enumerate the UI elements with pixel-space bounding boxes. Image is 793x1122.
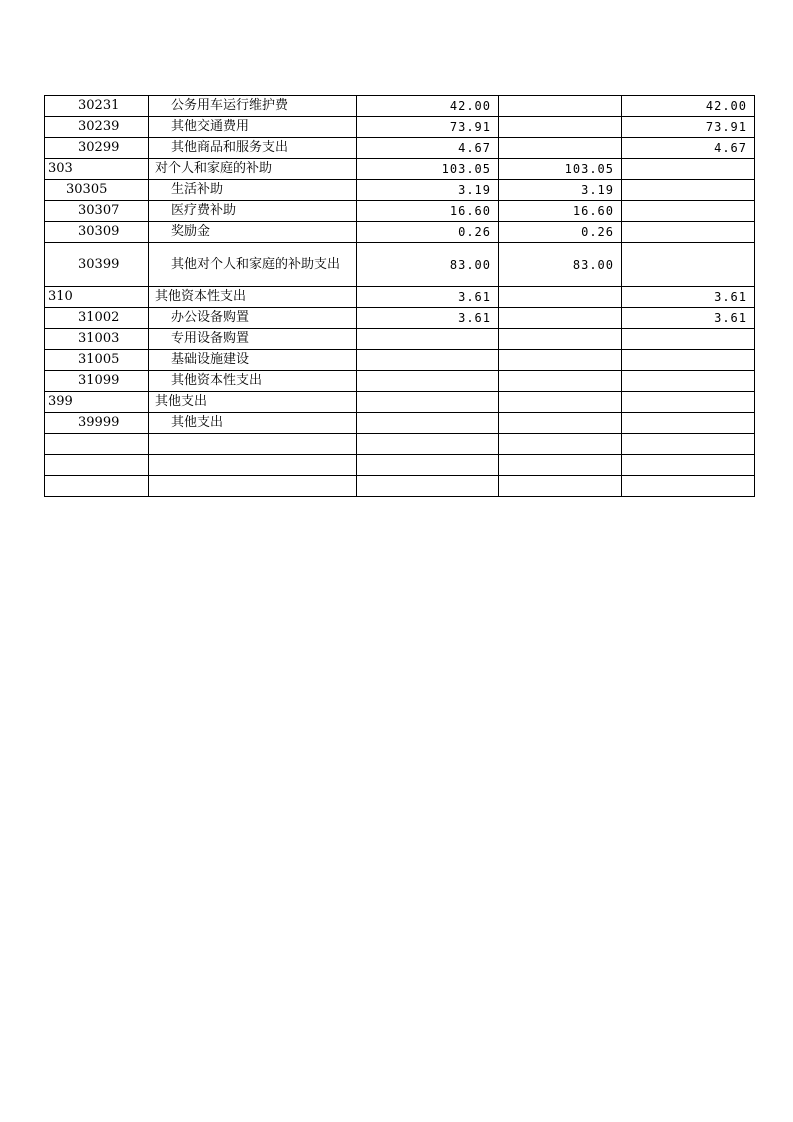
item-name-cell: 公务用车运行维护费 (149, 96, 357, 117)
table-row (45, 434, 755, 455)
basic-expenditure-cell: 83.00 (499, 243, 622, 287)
economic-code-cell: 30239 (45, 117, 149, 138)
total-amount-cell (357, 371, 499, 392)
table-row (45, 455, 755, 476)
total-amount-cell (357, 476, 499, 497)
project-expenditure-cell (622, 350, 755, 371)
item-name-cell (149, 476, 357, 497)
item-name-cell: 其他交通费用 (149, 117, 357, 138)
total-amount-cell: 0.26 (357, 222, 499, 243)
total-amount-cell: 103.05 (357, 159, 499, 180)
economic-code-cell (45, 455, 149, 476)
project-expenditure-cell (622, 180, 755, 201)
item-name-cell: 生活补助 (149, 180, 357, 201)
table-body (45, 96, 755, 497)
project-expenditure-cell (622, 201, 755, 222)
total-amount-cell (357, 455, 499, 476)
economic-code-cell: 31003 (45, 329, 149, 350)
table-row (45, 392, 755, 413)
item-name-cell: 基础设施建设 (149, 350, 357, 371)
basic-expenditure-cell (499, 96, 622, 117)
basic-expenditure-cell: 3.19 (499, 180, 622, 201)
basic-expenditure-cell (499, 455, 622, 476)
economic-code-cell: 30307 (45, 201, 149, 222)
project-expenditure-cell (622, 413, 755, 434)
project-expenditure-cell (622, 222, 755, 243)
economic-code-cell: 30299 (45, 138, 149, 159)
basic-expenditure-cell (499, 308, 622, 329)
economic-code-cell: 399 (45, 392, 149, 413)
total-amount-cell (357, 329, 499, 350)
table-row (45, 222, 755, 243)
economic-code-cell (45, 476, 149, 497)
economic-code-cell: 303 (45, 159, 149, 180)
basic-expenditure-cell (499, 413, 622, 434)
project-expenditure-cell (622, 329, 755, 350)
basic-expenditure-cell (499, 476, 622, 497)
total-amount-cell (357, 392, 499, 413)
total-amount-cell: 73.91 (357, 117, 499, 138)
project-expenditure-cell (622, 159, 755, 180)
economic-code-cell: 31002 (45, 308, 149, 329)
basic-expenditure-cell: 0.26 (499, 222, 622, 243)
total-amount-cell (357, 434, 499, 455)
total-amount-cell (357, 350, 499, 371)
basic-expenditure-cell (499, 434, 622, 455)
table-row (45, 96, 755, 117)
total-amount-cell: 3.61 (357, 308, 499, 329)
economic-code-cell: 30399 (45, 243, 149, 287)
table-row (45, 371, 755, 392)
project-expenditure-cell (622, 243, 755, 287)
item-name-cell: 其他商品和服务支出 (149, 138, 357, 159)
table-row (45, 117, 755, 138)
item-name-cell: 对个人和家庭的补助 (149, 159, 357, 180)
table-row (45, 308, 755, 329)
basic-expenditure-cell (499, 117, 622, 138)
economic-code-cell (45, 434, 149, 455)
table-row (45, 287, 755, 308)
item-name-cell: 其他资本性支出 (149, 287, 357, 308)
basic-expenditure-cell (499, 138, 622, 159)
economic-code-cell: 310 (45, 287, 149, 308)
project-expenditure-cell (622, 476, 755, 497)
project-expenditure-cell: 3.61 (622, 287, 755, 308)
item-name-cell: 其他对个人和家庭的补助支出 (149, 243, 357, 287)
item-name-cell: 医疗费补助 (149, 201, 357, 222)
economic-code-cell: 30305 (45, 180, 149, 201)
basic-expenditure-cell: 16.60 (499, 201, 622, 222)
item-name-cell (149, 434, 357, 455)
basic-expenditure-cell: 103.05 (499, 159, 622, 180)
table-row (45, 243, 755, 287)
project-expenditure-cell: 73.91 (622, 117, 755, 138)
basic-expenditure-cell (499, 392, 622, 413)
project-expenditure-cell (622, 392, 755, 413)
project-expenditure-cell: 42.00 (622, 96, 755, 117)
economic-code-cell: 31099 (45, 371, 149, 392)
total-amount-cell: 83.00 (357, 243, 499, 287)
table-row (45, 350, 755, 371)
total-amount-cell: 3.19 (357, 180, 499, 201)
economic-code-cell: 39999 (45, 413, 149, 434)
total-amount-cell: 42.00 (357, 96, 499, 117)
item-name-cell: 办公设备购置 (149, 308, 357, 329)
project-expenditure-cell: 4.67 (622, 138, 755, 159)
total-amount-cell (357, 413, 499, 434)
table-row (45, 413, 755, 434)
basic-expenditure-cell (499, 329, 622, 350)
basic-expenditure-cell (499, 371, 622, 392)
item-name-cell (149, 455, 357, 476)
basic-expenditure-cell (499, 350, 622, 371)
project-expenditure-cell (622, 455, 755, 476)
table-row (45, 476, 755, 497)
item-name-cell: 其他支出 (149, 392, 357, 413)
economic-code-cell: 30309 (45, 222, 149, 243)
economic-code-cell: 31005 (45, 350, 149, 371)
item-name-cell: 其他资本性支出 (149, 371, 357, 392)
project-expenditure-cell: 3.61 (622, 308, 755, 329)
table-row (45, 201, 755, 222)
economic-code-cell: 30231 (45, 96, 149, 117)
total-amount-cell: 3.61 (357, 287, 499, 308)
table-row (45, 180, 755, 201)
item-name-cell: 专用设备购置 (149, 329, 357, 350)
item-name-cell: 奖励金 (149, 222, 357, 243)
item-name-cell: 其他支出 (149, 413, 357, 434)
basic-expenditure-cell (499, 287, 622, 308)
table-row (45, 329, 755, 350)
total-amount-cell: 4.67 (357, 138, 499, 159)
expenditure-table (44, 95, 755, 497)
project-expenditure-cell (622, 434, 755, 455)
table-row (45, 159, 755, 180)
project-expenditure-cell (622, 371, 755, 392)
table-row (45, 138, 755, 159)
total-amount-cell: 16.60 (357, 201, 499, 222)
